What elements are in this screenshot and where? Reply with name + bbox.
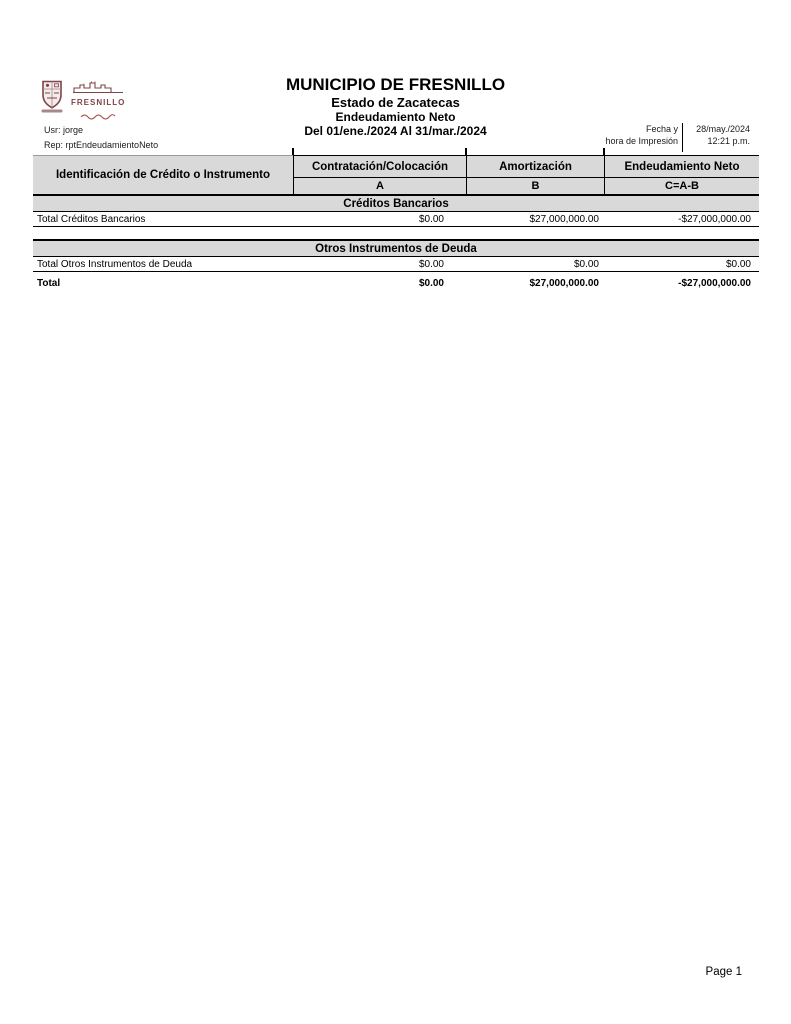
user-label: Usr: jorge xyxy=(44,125,84,135)
total-label: Total xyxy=(37,277,61,289)
column-header-contratacion xyxy=(293,155,466,194)
row-value-c: -$27,000,000.00 xyxy=(678,213,751,225)
print-label-line1: Fecha y xyxy=(645,124,678,134)
print-info xyxy=(605,123,750,152)
table-total-row xyxy=(33,275,759,291)
divider-tick xyxy=(465,148,467,155)
debt-table xyxy=(33,155,759,291)
row-value-a: $0.00 xyxy=(418,258,444,270)
table-header xyxy=(33,155,759,196)
section-gap xyxy=(33,227,759,239)
row-value-c: $0.00 xyxy=(725,258,751,270)
page-number: Page 1 xyxy=(705,966,742,978)
report-id-label: Rep: rptEndeudamientoNeto xyxy=(44,140,159,150)
logo-text: FRESNILLO xyxy=(71,98,126,107)
row-label: Total Créditos Bancarios xyxy=(37,213,146,225)
row-label: Total Otros Instrumentos de Deuda xyxy=(37,258,193,270)
divider-tick xyxy=(603,148,605,155)
print-label-line2: hora de Impresión xyxy=(605,136,678,146)
section-band-otros: Otros Instrumentos de Deuda xyxy=(33,239,759,257)
row-value-a: $0.00 xyxy=(418,213,444,225)
print-info-values xyxy=(682,123,750,152)
row-value-b: $0.00 xyxy=(573,258,599,270)
column-formula-b: B xyxy=(531,180,540,192)
total-value-a: $0.00 xyxy=(418,277,444,289)
report-state: Estado de Zacatecas xyxy=(331,95,460,110)
column-formula-a: A xyxy=(376,180,384,192)
report-period: Del 01/ene./2024 Al 31/mar./2024 xyxy=(304,124,487,138)
table-row xyxy=(33,257,759,272)
column-header-instrument: Identificación de Crédito o Instrumento xyxy=(33,155,293,194)
table-row xyxy=(33,212,759,227)
column-header-endeudamiento xyxy=(604,155,759,194)
row-value-b: $27,000,000.00 xyxy=(529,213,599,225)
column-formula-c: C=A-B xyxy=(665,180,699,192)
divider-tick xyxy=(292,148,294,155)
report-name: Endeudamiento Neto xyxy=(335,110,456,124)
column-label: Contratación/Colocación xyxy=(294,156,466,178)
print-info-labels xyxy=(605,123,682,152)
section-band-creditos: Créditos Bancarios xyxy=(33,196,759,212)
report-title: MUNICIPIO DE FRESNILLO xyxy=(285,75,506,94)
column-header-amortizacion xyxy=(466,155,604,194)
total-value-c: -$27,000,000.00 xyxy=(678,277,751,289)
print-time: 12:21 p.m. xyxy=(707,136,750,146)
print-date: 28/may./2024 xyxy=(696,124,750,134)
total-value-b: $27,000,000.00 xyxy=(529,277,599,289)
column-label: Amortización xyxy=(467,156,604,178)
column-label: Endeudamiento Neto xyxy=(605,156,759,178)
report-meta xyxy=(44,123,158,153)
